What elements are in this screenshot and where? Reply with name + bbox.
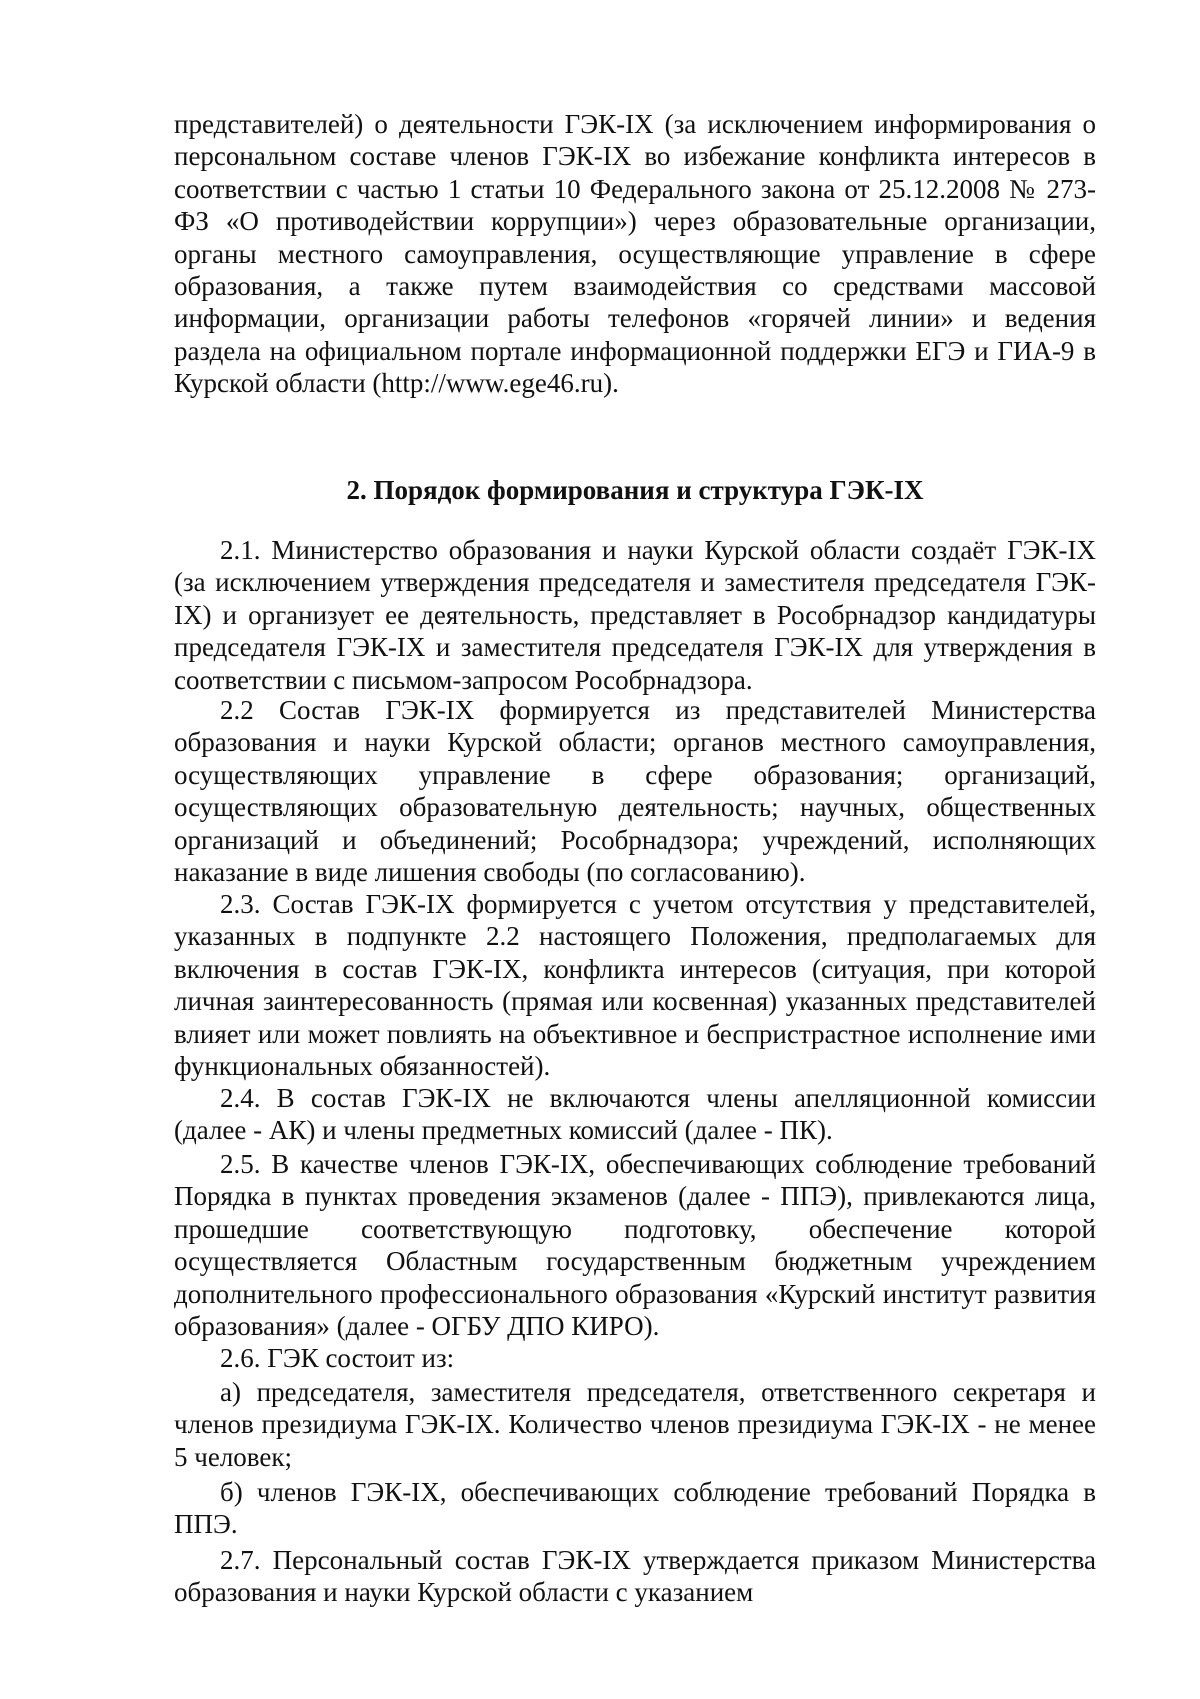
paragraph-2-4: 2.4. В состав ГЭК-IX не включаются члены апелляционной комиссии (далее - АК) и члены предметных комиссий (далее - ПК). xyxy=(174,1083,1096,1146)
paragraph-2-6: 2.6. ГЭК состоит из: xyxy=(220,1343,455,1373)
paragraph-2-1: 2.1. Министерство образования и науки Курской области создаёт ГЭК-IX (за исключением утверждения председателя и заместителя председателя ГЭК-IX) и организует ее деятельность, представляет в Рособрнадзор кандидатуры председателя ГЭК-IX и заместителя председателя ГЭК-IX для утверждения в соответствии с письмом-запросом Рособрнадзора. xyxy=(174,535,1096,695)
paragraph-2-2: 2.2 Состав ГЭК-IX формируется из представителей Министерства образования и науки Курской области; органов местного самоуправления, осуществляющих управление в сфере образования; организаций, осуществляющих образовательную деятельность; научных, общественных организаций и объединений; Рособрнадзора; учреждений, исполняющих наказание в виде лишения свободы (по согласованию). xyxy=(174,695,1096,888)
paragraph-2-5: 2.5. В качестве членов ГЭК-IX, обеспечивающих соблюдение требований Порядка в пунктах проведения экзаменов (далее - ППЭ), привлекаются лица, прошедшие соответствующую подготовку, обеспечение которой осуществляется Областным государственным бюджетным учреждением дополнительного профессионального образования «Курский институт развития образования» (далее - ОГБУ ДПО КИРО). xyxy=(174,1149,1096,1342)
continuation-paragraph: представителей) о деятельности ГЭК-IX (за исключением информирования о персональном составе членов ГЭК-IX во избежание конфликта интересов в соответствии с частью 1 статьи 10 Федерального закона от 25.12.2008 № 273-ФЗ «О противодействии коррупции») через образовательные организации, органы местного самоуправления, осуществляющие управление в сфере образования, а также путем взаимодействия со средствами массовой информации, организации работы телефонов «горячей линии» и ведения раздела на официальном портале информационной поддержки ЕГЭ и ГИА-9 в Курской области (http://www.ege46.ru). xyxy=(174,109,1096,399)
section-heading: 2. Порядок формирования и структура ГЭК-IX xyxy=(346,475,924,505)
paragraph-2-3: 2.3. Состав ГЭК-IX формируется с учетом отсутствия у представителей, указанных в подпункте 2.2 настоящего Положения, предполагаемых для включения в состав ГЭК-IX, конфликта интересов (ситуация, при которой личная заинтересованность (прямая или косвенная) указанных представителей влияет или может повлиять на объективное и беспристрастное исполнение ими функциональных обязанностей). xyxy=(174,889,1096,1082)
paragraph-2-6-a: а) председателя, заместителя председателя, ответственного секретаря и членов президиума ГЭК-IX. Количество членов президиума ГЭК-IX - не менее 5 человек; xyxy=(174,1377,1096,1472)
paragraph-2-7: 2.7. Персональный состав ГЭК-IX утверждается приказом Министерства образования и науки Курской области с указанием xyxy=(174,1545,1096,1608)
paragraph-2-6-b: б) членов ГЭК-IX, обеспечивающих соблюдение требований Порядка в ППЭ. xyxy=(174,1477,1096,1540)
